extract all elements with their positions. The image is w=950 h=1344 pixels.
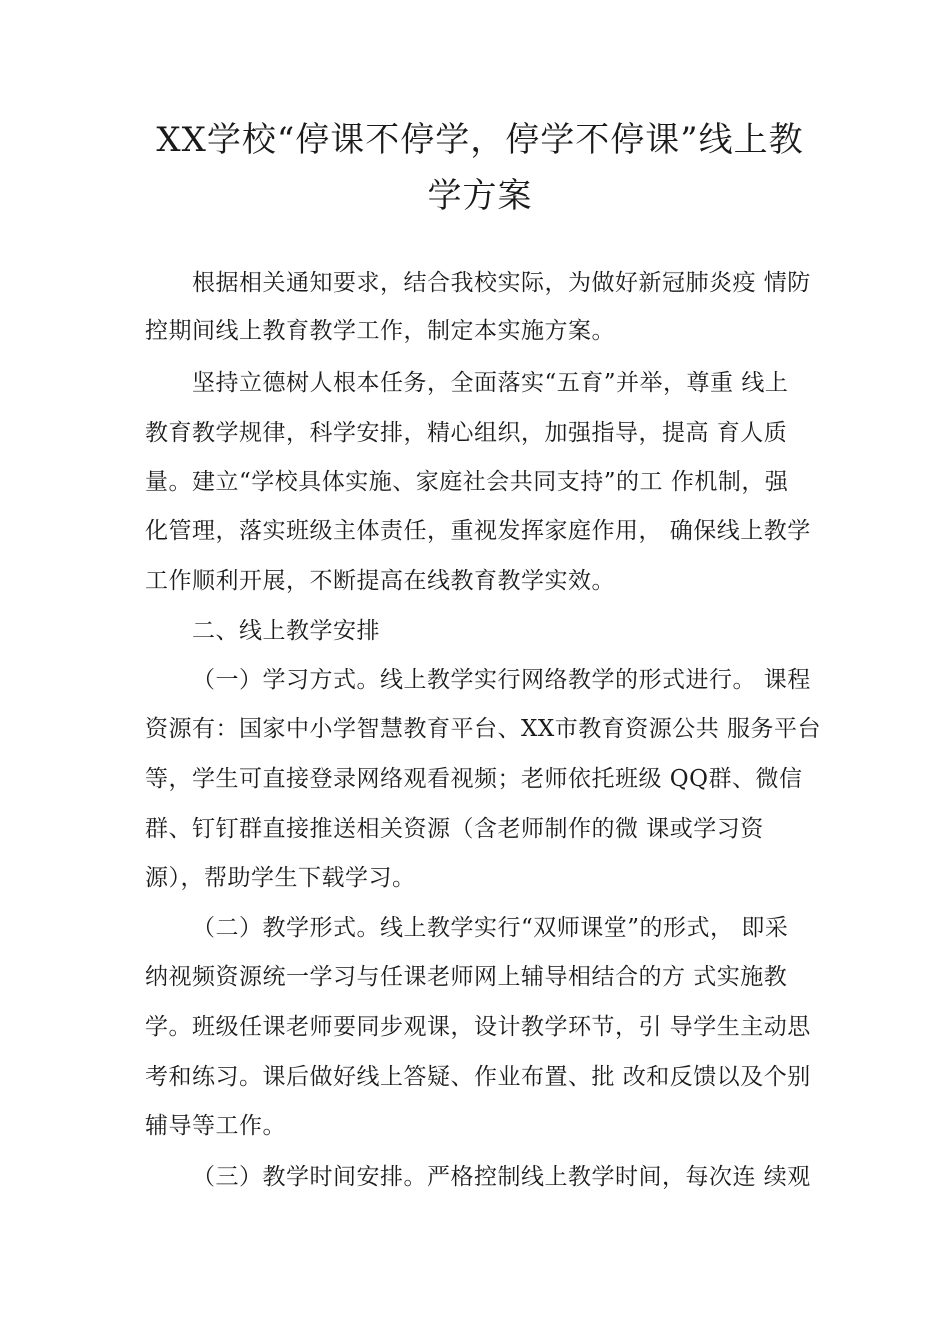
paragraph-3-line-1: （一）学习方式。线上教学实行网络教学的形式进行。 课程 xyxy=(192,667,811,693)
paragraph-2-line-2: 教育教学规律，科学安排，精心组织，加强指导，提高 育人质 xyxy=(145,420,788,446)
paragraph-2-line-4: 化管理，落实班级主体责任，重视发挥家庭作用， 确保线上教学 xyxy=(145,518,811,544)
paragraph-4-line-1: （二）教学形式。线上教学实行“双师课堂”的形式， 即采 xyxy=(192,915,789,941)
paragraph-5-line-1: （三）教学时间安排。严格控制线上教学时间，每次连 续观 xyxy=(192,1164,811,1190)
paragraph-4-line-3: 学。班级任课老师要同步观课，设计教学环节，引 导学生主动思 xyxy=(145,1014,811,1040)
paragraph-1-line-2: 控期间线上教育教学工作，制定本实施方案。 xyxy=(145,318,615,344)
paragraph-1-line-1: 根据相关通知要求，结合我校实际，为做好新冠肺炎疫 情防 xyxy=(192,270,811,296)
paragraph-2-line-1: 坚持立德树人根本任务，全面落实“五育”并举，尊重 线上 xyxy=(192,370,789,396)
paragraph-3-line-5: 源），帮助学生下载学习。 xyxy=(145,865,416,891)
paragraph-2-line-5: 工作顺利开展，不断提高在线教育教学实效。 xyxy=(145,568,615,594)
document-title xyxy=(130,112,830,224)
section-heading-2: 二、线上教学安排 xyxy=(192,618,380,644)
paragraph-4-line-2: 纳视频资源统一学习与任课老师网上辅导相结合的方 式实施教 xyxy=(145,964,788,990)
paragraph-3-line-3: 等，学生可直接登录网络观看视频；老师依托班级 QQ群、微信 xyxy=(145,766,803,792)
paragraph-4-line-4: 考和练习。课后做好线上答疑、作业布置、批 改和反馈以及个别 xyxy=(145,1064,811,1090)
title-line-2: 学方案 xyxy=(427,176,533,216)
paragraph-3-line-4: 群、钉钉群直接推送相关资源（含老师制作的微 课或学习资 xyxy=(145,816,764,842)
title-line-1: XX学校“停课不停学，停学不停课”线上教 xyxy=(156,120,804,160)
paragraph-3-line-2: 资源有：国家中小学智慧教育平台、XX市教育资源公共 服务平台 xyxy=(145,716,822,742)
paragraph-2-line-3: 量。建立“学校具体实施、家庭社会共同支持”的工 作机制，强 xyxy=(145,469,789,495)
paragraph-4-line-5: 辅导等工作。 xyxy=(145,1113,286,1139)
